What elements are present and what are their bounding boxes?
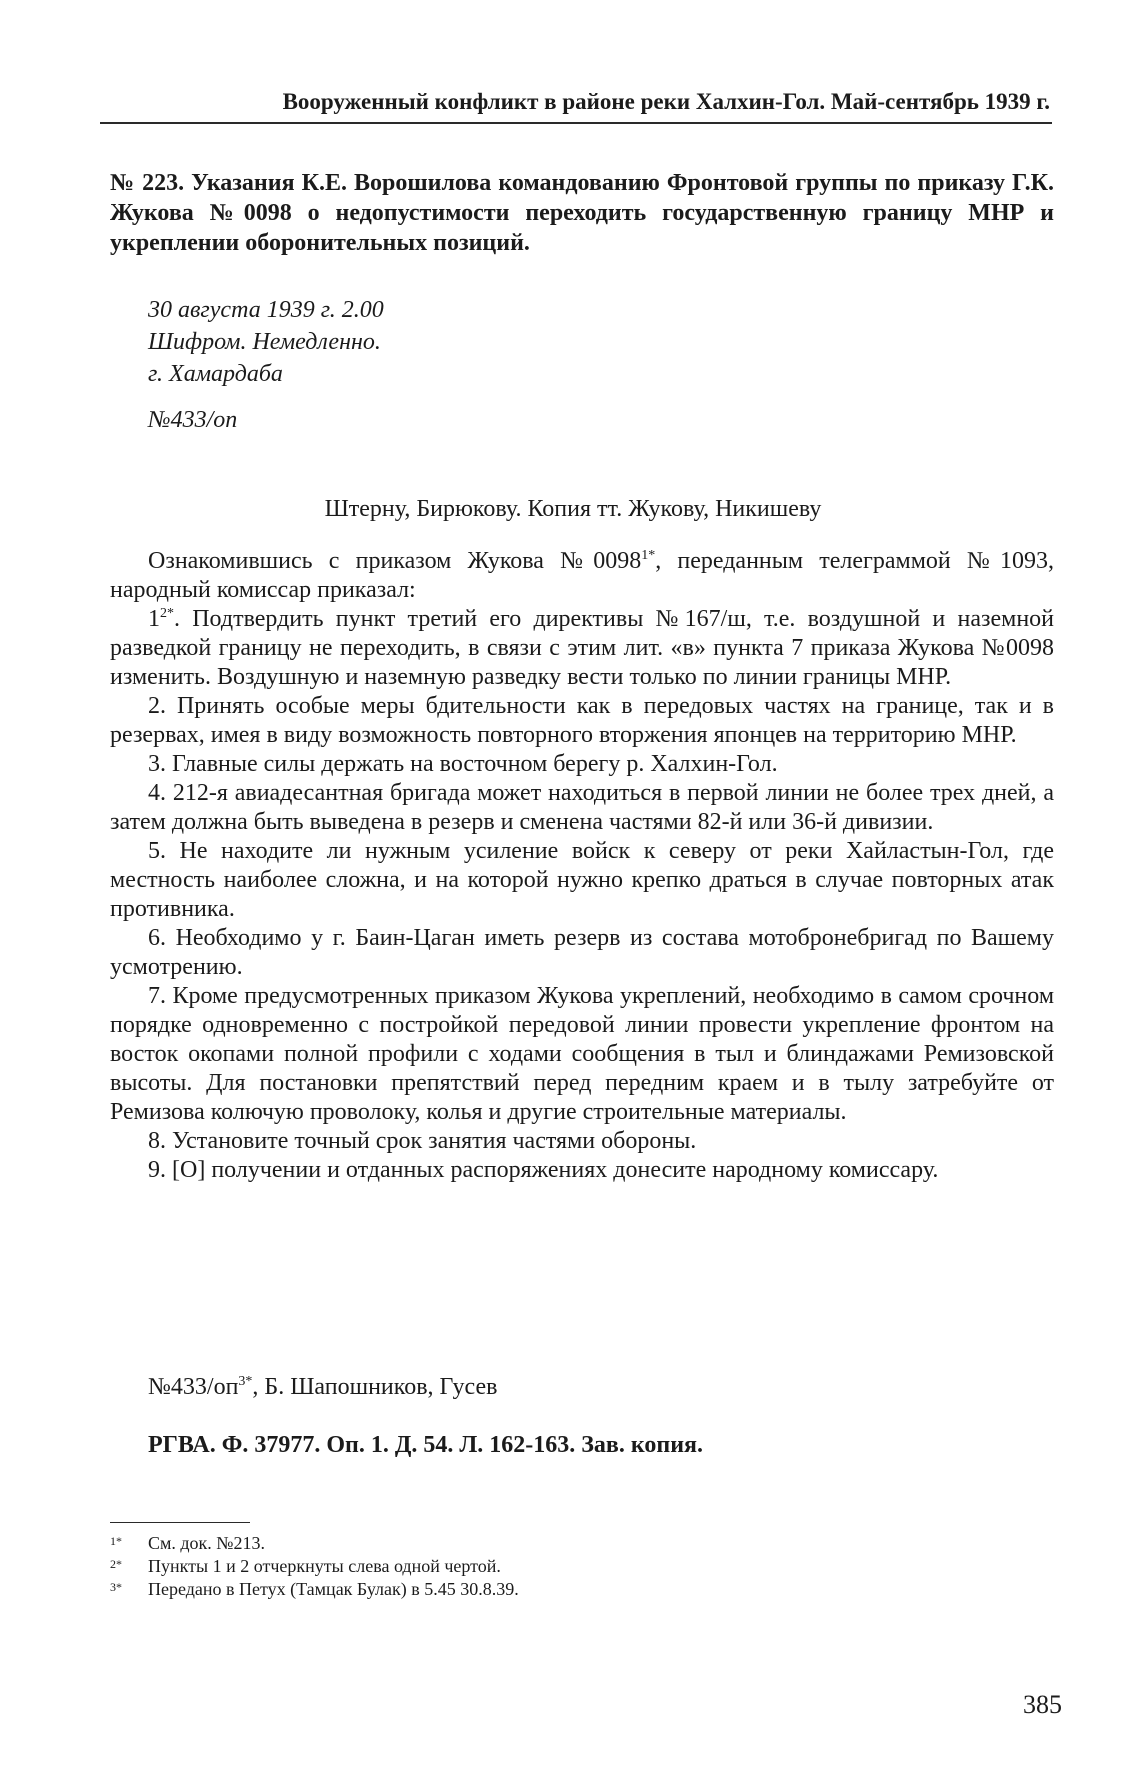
intro-text-a: Ознакомившись с приказом Жукова №0098: [148, 548, 642, 574]
header-rule: [100, 122, 1052, 124]
archive-reference: РГВА. Ф. 37977. Оп. 1. Д. 54. Л. 162-163. Зав. копия.: [148, 1432, 704, 1458]
intro-paragraph: [110, 547, 1054, 605]
document-number: №433/оп: [148, 407, 238, 433]
signature-line: [148, 1372, 497, 1402]
point-8: 8. Установите точный срок занятия частями обороны.: [148, 1128, 697, 1154]
document-place: г. Хамардаба: [148, 361, 283, 387]
point-9: 9. [О] получении и отданных распоряжениях донесите народному комиссару.: [148, 1157, 939, 1183]
point-4: 4. 212-я авиадесантная бригада может находиться в первой линии не более трех дней, а затем должна быть выведена в резерв и сменена частями 82-й или 36-й дивизии.: [110, 780, 1054, 835]
document-body: [110, 547, 1054, 1185]
footnote-text: См. док. №213.: [148, 1533, 265, 1553]
document-date: 30 августа 1939 г. 2.00: [148, 297, 384, 323]
footnote-item: [110, 1555, 519, 1578]
point-1: [110, 605, 1054, 692]
footnote-ref-2: 2*: [160, 606, 174, 621]
footnote-item: [110, 1578, 519, 1601]
footnote-ref-1: 1*: [641, 548, 656, 563]
footnote-text: Передано в Петух (Тамцак Булак) в 5.45 30.8.39.: [148, 1579, 519, 1599]
footnote-item: [110, 1532, 519, 1555]
footnote-rule: [110, 1522, 250, 1523]
point-5: 5. Не находите ли нужным усиление войск к северу от реки Хайластын-Гол, где местность наиболее сложна, и на которой нужно крепко драться в случае повторных атак противника.: [110, 838, 1054, 922]
signature-number: №433/оп: [148, 1374, 239, 1400]
document-meta: [148, 294, 384, 436]
point-1-number: 1: [148, 606, 160, 632]
footnote-mark: 2*: [110, 1557, 122, 1571]
footnote-text: Пункты 1 и 2 отчеркнуты слева одной чертой.: [148, 1556, 501, 1576]
recipients-line: Штерну, Бирюкову. Копия тт. Жукову, Никишеву: [324, 496, 822, 522]
point-7: 7. Кроме предусмотренных приказом Жукова укреплений, необходимо в самом срочном порядке одновременно с постройкой передовой линии провести укрепление фронтом на восток окопами полной профили с ходами сообщения в тыл и блиндажами Ремизовской высоты. Для постановки препятствий перед передним краем и в тылу затребуйте от Ремизова колючую проволоку, колья и другие строительные материалы.: [110, 983, 1054, 1125]
point-3: 3. Главные силы держать на восточном берегу р. Халхин-Гол.: [148, 751, 778, 777]
page-number: 385: [1023, 1690, 1062, 1719]
transmission-mode: Шифром. Немедленно.: [148, 329, 381, 355]
footnote-mark: 3*: [110, 1580, 122, 1594]
point-2: 2. Принять особые меры бдительности как в передовых частях на границе, так и в резервах, имея в виду возможность повторного вторжения японцев на территорию МНР.: [110, 693, 1054, 748]
point-1-text: . Подтвердить пункт третий его директивы №167/ш, т.е. воздушной и наземной разведкой границу не переходить, в связи с этим лит. «в» пункта 7 приказа Жукова №0098 изменить. Воздушную и наземную разведку вести только по линии границы МНР.: [110, 606, 1054, 690]
document-title: № 223. Указания К.Е. Ворошилова командованию Фронтовой группы по приказу Г.К. Жукова №0098 о недопустимости переходить государственную границу МНР и укреплении оборонительных позиций.: [110, 170, 1054, 256]
footnote-mark: 1*: [110, 1534, 122, 1548]
signatories: , Б. Шапошников, Гусев: [252, 1374, 498, 1400]
footnote-ref-3: 3*: [238, 1374, 253, 1389]
footnotes: [110, 1532, 519, 1601]
point-6: 6. Необходимо у г. Баин-Цаган иметь резерв из состава мотобронебригад по Вашему усмотрению.: [110, 925, 1054, 980]
intro-text-b: , переданным телеграммой №1093, народный комиссар приказал:: [110, 548, 1055, 603]
running-head: Вооруженный конфликт в районе реки Халхин-Гол. Май-сентябрь 1939 г.: [282, 89, 1050, 114]
